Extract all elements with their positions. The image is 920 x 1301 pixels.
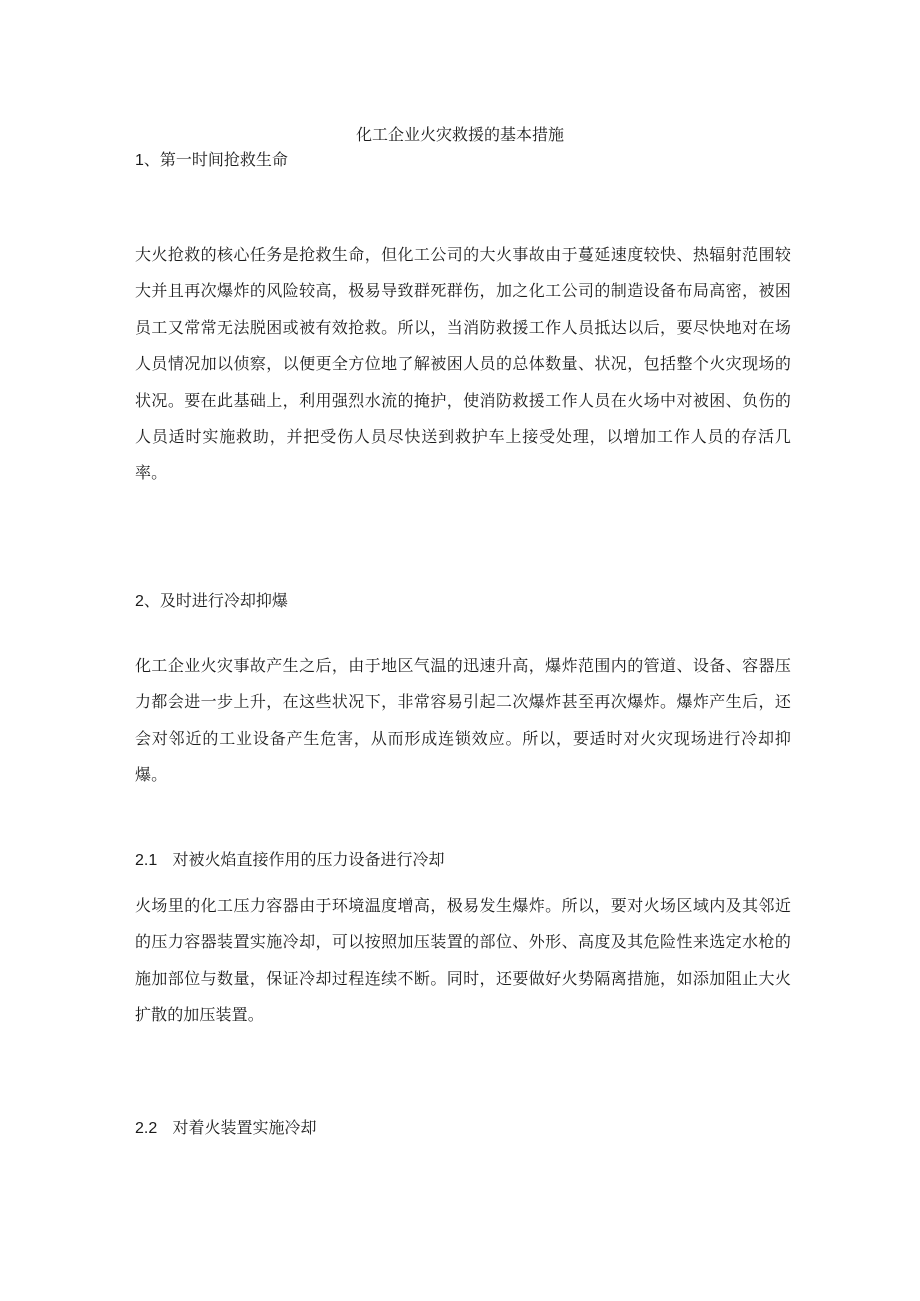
subsection-heading-text: 对着火装置实施冷却 (172, 1118, 317, 1137)
subsection-paragraph: 火场里的化工压力容器由于环境温度增高，极易发生爆炸。所以，要对火场区域内及其邻近的压力容器装置实施冷却，可以按照加压装置的部位、外形、高度及其危险性来选定水枪的施加部位与数量，保证冷却过程连续不断。同时，还要做好火势隔离措施，如添加阻止大火扩散的加压装置。 (135, 896, 791, 1025)
subsection-heading (135, 850, 795, 871)
section-heading (135, 150, 795, 171)
subsection-number: 2.2 (135, 1120, 158, 1137)
subsection-heading-text: 对被火焰直接作用的压力设备进行冷却 (172, 850, 445, 869)
section-heading-text: 及时进行冷却抑爆 (159, 591, 288, 610)
section-number: 1、 (135, 152, 160, 169)
section-heading (135, 591, 795, 612)
document-title: 化工企业火灾救援的基本措施 (355, 125, 564, 144)
subsection-heading (135, 1118, 795, 1139)
subsection-number: 2.1 (135, 852, 158, 869)
section-paragraph: 大火抢救的核心任务是抢救生命，但化工公司的大火事故由于蔓延速度较快、热辐射范围较大并且再次爆炸的风险较高，极易导致群死群伤，加之化工公司的制造设备布局高密，被困员工又常常无法脱困或被有效抢救。所以，当消防救援工作人员抵达以后，要尽快地对在场人员情况加以侦察，以便更全方位地了解被困人员的总体数量、状况，包括整个火灾现场的状况。要在此基础上，利用强烈水流的掩护，使消防救援工作人员在火场中对被困、负伤的人员适时实施救助，并把受伤人员尽快送到救护车上接受处理，以增加工作人员的存活几率。 (135, 245, 791, 483)
section-paragraph: 化工企业火灾事故产生之后，由于地区气温的迅速升高，爆炸范围内的管道、设备、容器压力都会进一步上升，在这些状况下，非常容易引起二次爆炸甚至再次爆炸。爆炸产生后，还会对邻近的工业设备产生危害，从而形成连锁效应。所以，要适时对火灾现场进行冷却抑爆。 (135, 656, 791, 785)
section-heading-text: 第一时间抢救生命 (159, 150, 288, 169)
section-number: 2、 (135, 593, 160, 610)
